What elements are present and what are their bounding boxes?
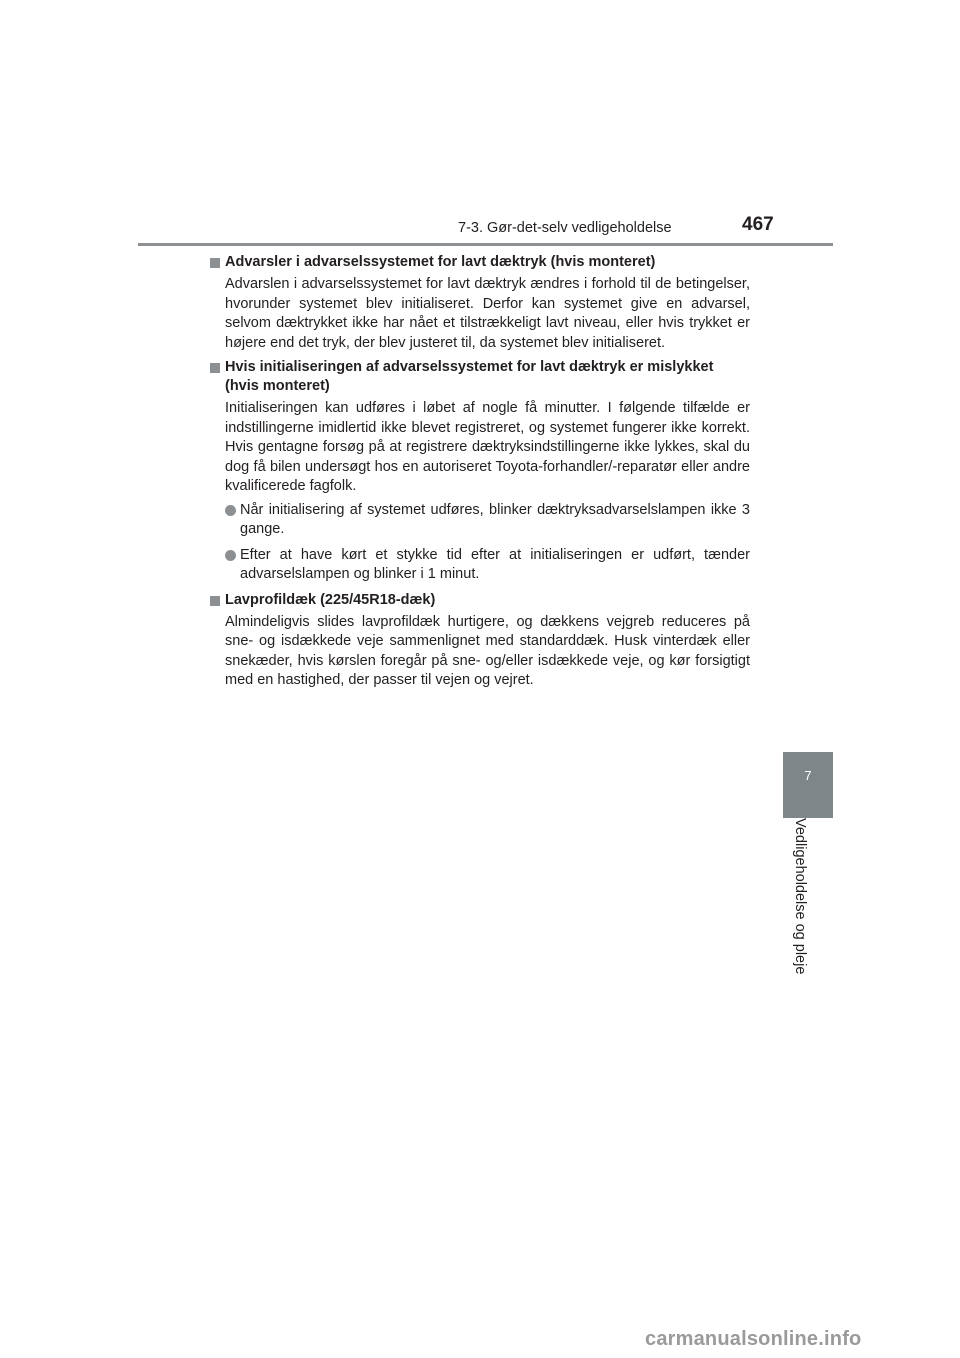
section-heading-text: Lavprofildæk (225/45R18-dæk) — [225, 591, 436, 608]
section-heading — [210, 358, 750, 396]
square-bullet-icon — [210, 258, 220, 268]
circle-bullet-icon — [225, 550, 236, 561]
section-low-profile-tires — [210, 591, 750, 691]
chapter-tab — [783, 752, 833, 818]
header-section-title: 7-3. Gør-det-selv vedligeholdelse — [458, 220, 672, 236]
section-initialization-failed — [210, 358, 750, 585]
section-body: Initialiseringen kan udføres i løbet af nogle få minutter. I følgende tilfælde er indstillingerne imidlertid ikke blevet registreret, og systemet fungerer ikke korrekt. Hvis gentagne forsøg på at registrere dæktryksindstillingerne ikke lykkes, skal du dog få bilen undersøgt hos en autoriseret Toyota-forhandler/-reparatør eller andre kvalificerede fagfolk. — [225, 400, 750, 494]
list-item — [210, 501, 750, 540]
section-heading-text: Hvis initialiseringen af advarselssystemet for lavt dæktryk er mislykket (hvis monteret) — [225, 359, 714, 394]
square-bullet-icon — [210, 596, 220, 606]
section-heading-text: Advarsler i advarselssystemet for lavt dæktryk (hvis monteret) — [225, 254, 656, 270]
list-item — [210, 546, 750, 585]
section-tpms-warnings — [210, 253, 750, 353]
section-body: Almindeligvis slides lavprofildæk hurtigere, og dækkens vejgreb reduceres på sne- og isdækkede veje sammenlignet med standarddæk. Husk vinterdæk eller snekæder, hvis kørslen foregår på sne- og/eller isdækkede veje, og kør forsigtigt med en hastighed, der passer til vejen og vejret. — [225, 613, 750, 688]
watermark: carmanualsonline.info — [645, 1328, 862, 1350]
chapter-number: 7 — [804, 768, 812, 783]
section-body: Advarslen i advarselssystemet for lavt dæktryk ændres i forhold til de betingelser, hvorunder systemet blev initialiseret. Derfor kan systemet give en advarsel, selvom dæktrykket ikke har nået et tilstrækkeligt lavt niveau, eller hvis trykket er højere end det tryk, der blev justeret til, da systemet blev initialiseret. — [225, 276, 750, 351]
list-item-text: Når initialisering af systemet udføres, blinker dæktryksadvarselslampen ikke 3 gange. — [240, 501, 750, 537]
page-content — [210, 253, 750, 696]
list-item-text: Efter at have kørt et stykke tid efter at initialiseringen er udført, tænder advarselslampen og blinker i 1 minut. — [240, 546, 750, 582]
section-heading — [210, 591, 750, 610]
chapter-title: Vedligeholdelse og pleje — [792, 818, 808, 975]
header-divider — [138, 243, 833, 246]
page-number: 467 — [742, 214, 774, 235]
section-heading — [210, 253, 750, 272]
square-bullet-icon — [210, 363, 220, 373]
circle-bullet-icon — [225, 505, 236, 516]
